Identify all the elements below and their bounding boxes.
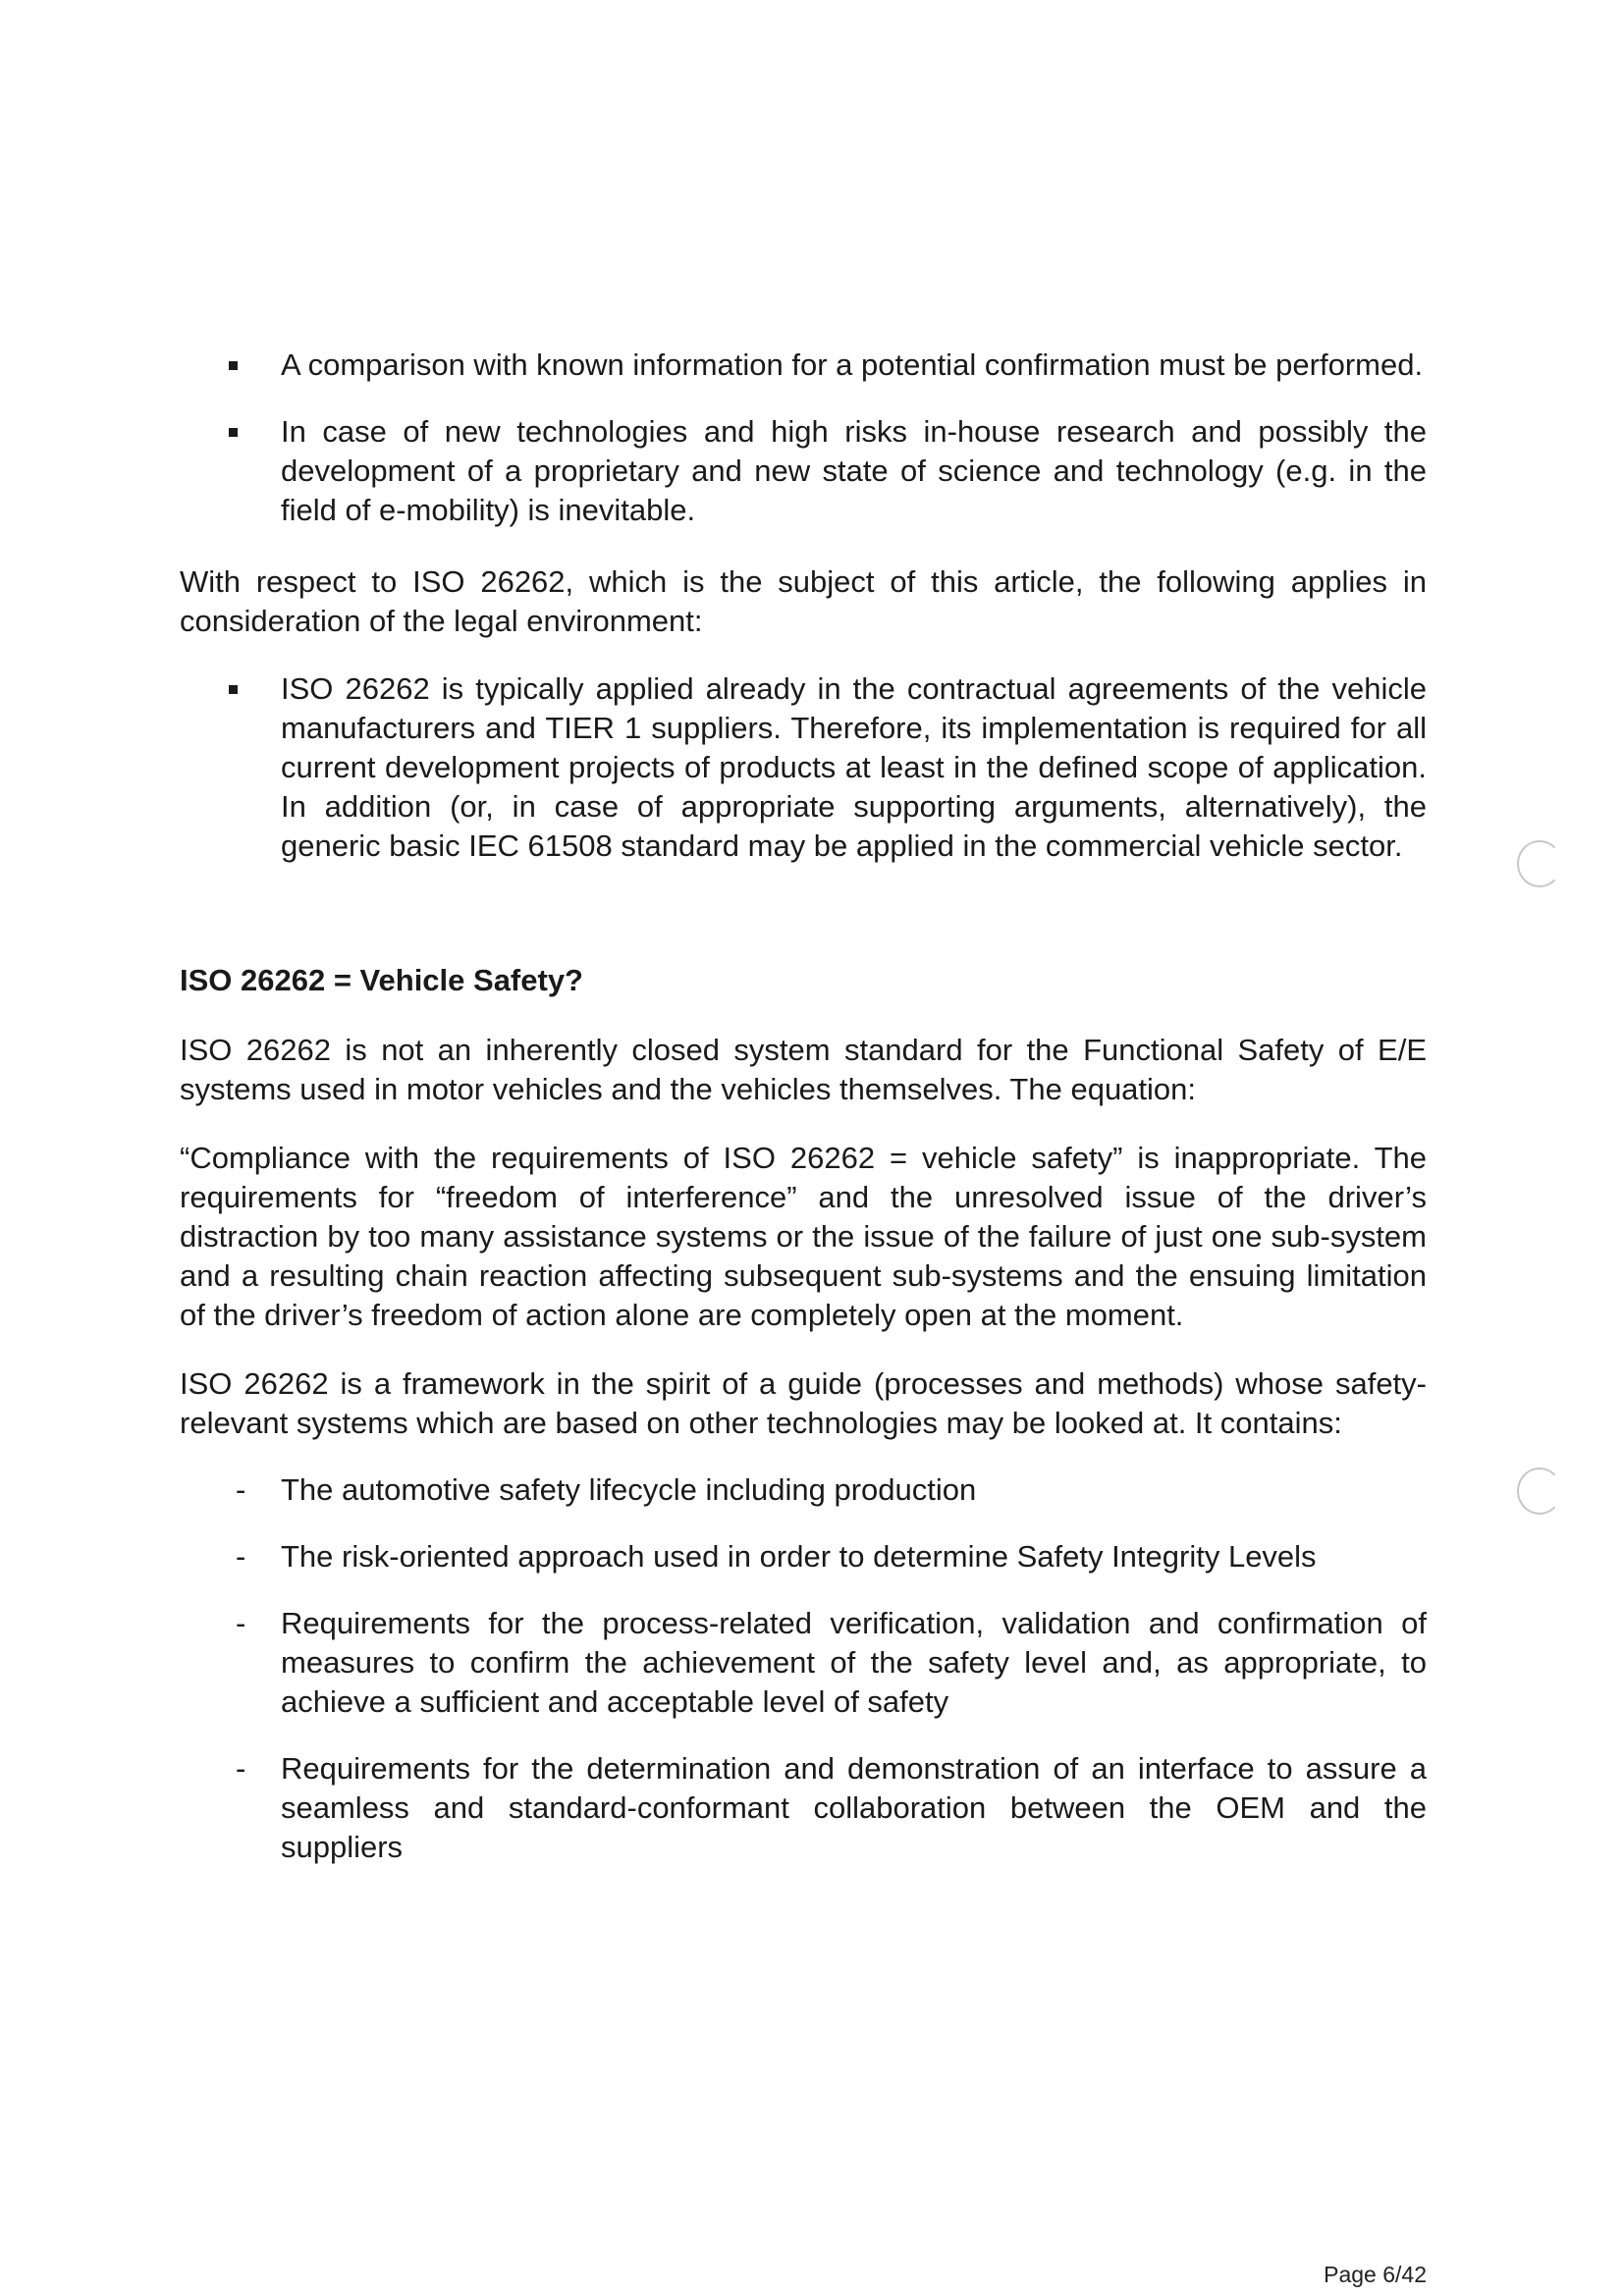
- bullet-list-legal: [0, 669, 1623, 893]
- dash-marker: -: [236, 1539, 246, 1574]
- list-item: ISO 26262 is typically applied already in the contractual agreements of the vehicle manufacturers and TIER 1 suppliers. Therefore, its implementation is required for all current development projects of products at least in the defined scope of application. In addition (or, in case of appropriate supporting arguments, alternatively), the generic basic IEC 61508 standard may be applied in the commercial vehicle sector.: [0, 669, 1623, 866]
- bullet-list-top: [0, 346, 1623, 558]
- list-item-text: The risk-oriented approach used in order to determine Safety Integrity Levels: [281, 1539, 1317, 1574]
- punch-hole-mark: [1517, 1468, 1562, 1515]
- intro-paragraph: With respect to ISO 26262, which is the subject of this article, the following applies in consideration of the legal environment:: [180, 564, 1427, 638]
- dash-marker: -: [236, 1606, 246, 1640]
- list-item: In case of new technologies and high risks in-house research and possibly the development of a proprietary and new state of science and technology (e.g. in the field of e-mobility) is inevitable.: [0, 412, 1623, 530]
- list-item: [0, 1749, 1623, 1867]
- paragraph: ISO 26262 is not an inherently closed system standard for the Functional Safety of E/E systems used in motor vehicles and the vehicles themselves. The equation:: [180, 1033, 1427, 1106]
- dash-marker: -: [236, 1751, 246, 1786]
- dash-marker: -: [236, 1472, 246, 1507]
- list-item: [0, 1604, 1623, 1722]
- paragraph: ISO 26262 is a framework in the spirit of a guide (processes and methods) whose safety-relevant systems which are based on other technologies may be looked at. It contains:: [180, 1366, 1427, 1440]
- page-number: Page 6/42: [1324, 2262, 1427, 2287]
- paragraph: “Compliance with the requirements of ISO 26262 = vehicle safety” is inappropriate. The requirements for “freedom of interference” and the unresolved issue of the driver’s distraction by too many assistance systems or the issue of the failure of just one sub-system and a resulting chain reaction affecting subsequent sub-systems and the ensuing limitation of the driver’s freedom of action alone are completely open at the moment.: [180, 1141, 1427, 1332]
- dash-list: [0, 1470, 1623, 1895]
- list-item-text: Requirements for the process-related verification, validation and confirmation of measures to confirm the achievement of the safety level and, as appropriate, to achieve a sufficient and acceptable level of safety: [281, 1606, 1427, 1719]
- list-item: [0, 1470, 1623, 1510]
- list-item: A comparison with known information for a potential confirmation must be performed.: [0, 346, 1623, 385]
- section-heading: ISO 26262 = Vehicle Safety?: [180, 963, 583, 997]
- list-item-text: Requirements for the determination and demonstration of an interface to assure a seamless and standard-conformant collaboration between the OEM and the suppliers: [281, 1751, 1427, 1864]
- list-item-text: The automotive safety lifecycle including production: [281, 1472, 977, 1507]
- punch-hole-mark: [1517, 840, 1562, 887]
- list-item: [0, 1537, 1623, 1576]
